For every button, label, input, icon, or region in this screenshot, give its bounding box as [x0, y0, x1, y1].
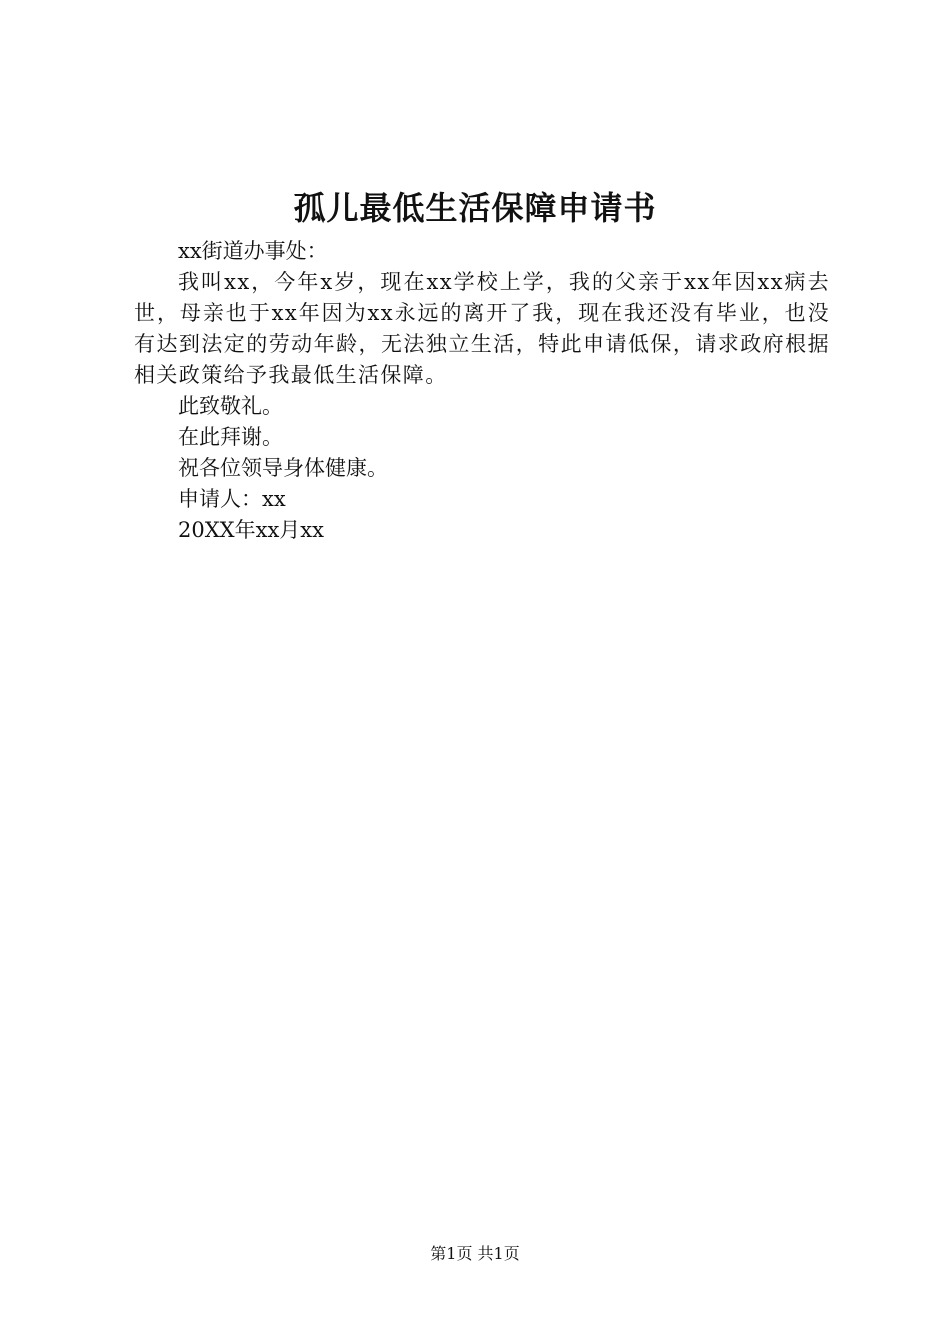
- date-line: 20XX年xx月xx: [178, 518, 324, 542]
- page-footer: 第1页 共1页: [430, 1244, 520, 1263]
- closing-line-2: 在此拜谢。: [178, 425, 283, 449]
- document-body: [134, 236, 830, 546]
- main-paragraph: 我叫xx，今年x岁，现在xx学校上学，我的父亲于xx年因xx病去世，母亲也于xx年因为xx永远的离开了我，现在我还没有毕业，也没有达到法定的劳动年龄，无法独立生活，特此申请低保，请求政府根据相关政策给予我最低生活保障。: [134, 270, 830, 387]
- closing-line-1: 此致敬礼。: [178, 394, 283, 418]
- document-title: 孤儿最低生活保障申请书: [293, 189, 657, 227]
- closing-line-3: 祝各位领导身体健康。: [178, 456, 388, 480]
- applicant-line: 申请人：xx: [178, 487, 286, 511]
- salutation: xx街道办事处：: [178, 239, 328, 263]
